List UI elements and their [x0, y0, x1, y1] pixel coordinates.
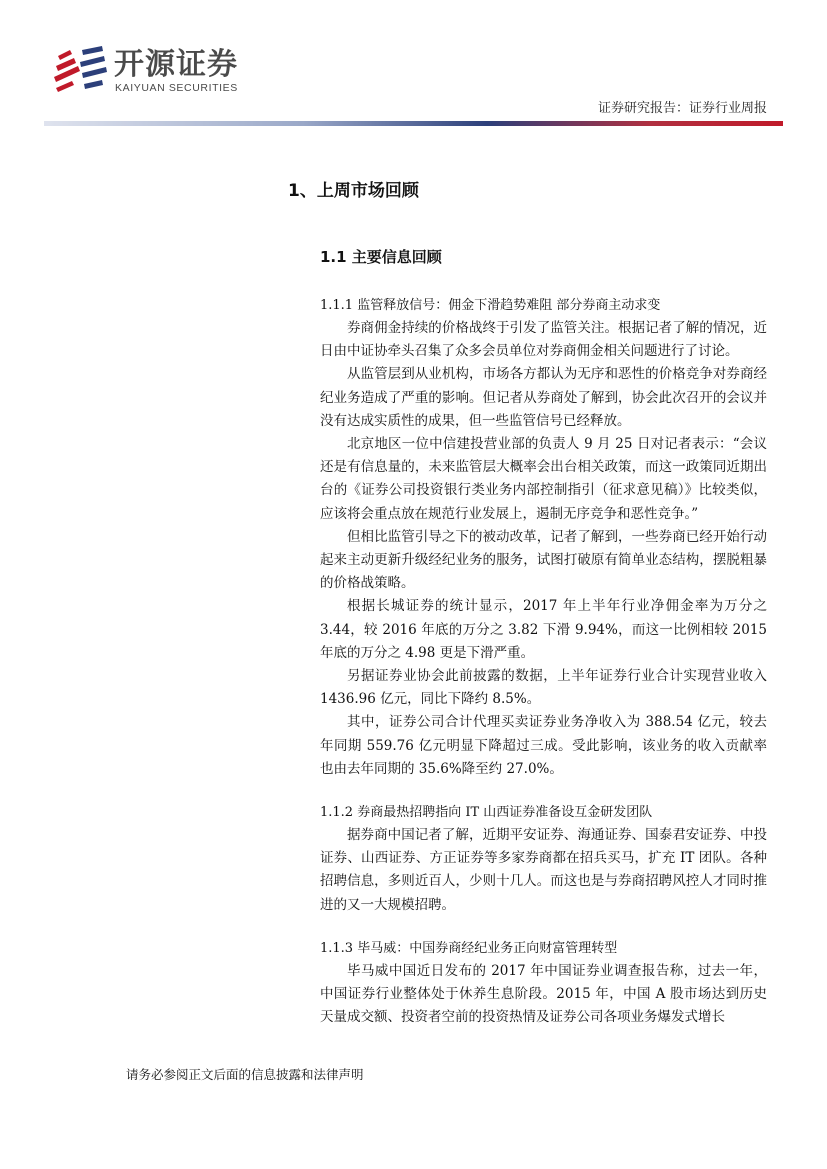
kaiyuan-logo-icon	[52, 44, 110, 94]
report-type-label: 证券研究报告：证券行业周报	[597, 101, 767, 116]
paragraph: 券商佣金持续的价格战终于引发了监管关注。根据记者了解的情况，近日由中证协牵头召集了众多会员单位对券商佣金相关问题进行了讨论。	[320, 320, 767, 360]
logo-english-name: KAIYUAN SECURITIES	[115, 82, 238, 94]
article-body	[320, 294, 767, 1029]
paragraph: 根据长城证券的统计显示，2017 年上半年行业净佣金率为万分之 3.44，较 2016 年底的万分之 3.82 下滑 9.94%，而这一比例相较 2015 年底的万分之 4.98 更是下滑严重。	[320, 598, 767, 661]
paragraph: 从监管层到从业机构，市场各方都认为无序和恶性的价格竞争对券商经纪业务造成了严重的影响。但记者从券商处了解到，协会此次召开的会议并没有达成实质性的成果，但一些监管信号已经释放。	[320, 366, 767, 429]
article-heading: 1.1.1 监管释放信号：佣金下滑趋势难阻 部分券商主动求变	[320, 298, 661, 313]
logo-chinese-name: 开源证券	[114, 47, 238, 82]
paragraph: 毕马威中国近日发布的 2017 年中国证券业调查报告称，过去一年，中国证券行业整体处于休养生息阶段。2015 年，中国 A 股市场达到历史天量成交额、投资者空前的投资热情及证券公司各项业务爆发式增长	[320, 962, 767, 1026]
article-heading: 1.1.3 毕马威：中国券商经纪业务正向财富管理转型	[320, 940, 618, 956]
paragraph: 据券商中国记者了解，近期平安证券、海通证券、国泰君安证券、中投证券、山西证券、方正证券等多家券商都在招兵买马，扩充 IT 团队。各种招聘信息，多则近百人，少则十几人。而这也是与券商招聘风控人才同时推进的又一大规模招聘。	[320, 827, 767, 913]
spacer	[320, 781, 767, 801]
section-title: 1、上周市场回顾	[288, 181, 419, 201]
paragraph: 但相比监管引导之下的被动改革，记者了解到，一些券商已经开始行动起来主动更新升级经纪业务的服务，试图打破原有简单业态结构，摆脱粗暴的价格战策略。	[320, 528, 767, 592]
section-subtitle: 1.1 主要信息回顾	[320, 248, 442, 266]
article-heading: 1.1.2 券商最热招聘指向 IT 山西证券准备设互金研发团队	[320, 805, 653, 821]
footer-disclaimer: 请务必参阅正文后面的信息披露和法律声明	[126, 1067, 364, 1082]
header-divider	[44, 121, 783, 126]
paragraph: 另据证券业协会此前披露的数据，上半年证券行业合计实现营业收入 1436.96 亿元，同比下降约 8.5%。	[320, 668, 767, 708]
company-logo	[52, 44, 252, 96]
spacer	[320, 917, 767, 937]
paragraph: 其中，证券公司合计代理买卖证券业务净收入为 388.54 亿元，较去年同期 559.76 亿元明显下降超过三成。受此影响，该业务的收入贡献率也由去年同期的 35.6%降至约 27.0%。	[320, 714, 767, 777]
paragraph: 北京地区一位中信建投营业部的负责人 9 月 25 日对记者表示：“会议还是有信息量的，未来监管层大概率会出台相关政策，而这一政策同近期出台的《证券公司投资银行类业务内部控制指引（征求意见稿）》比较类似，应该将会重点放在规范行业发展上，遏制无序竞争和恶性竞争。”	[320, 436, 767, 522]
